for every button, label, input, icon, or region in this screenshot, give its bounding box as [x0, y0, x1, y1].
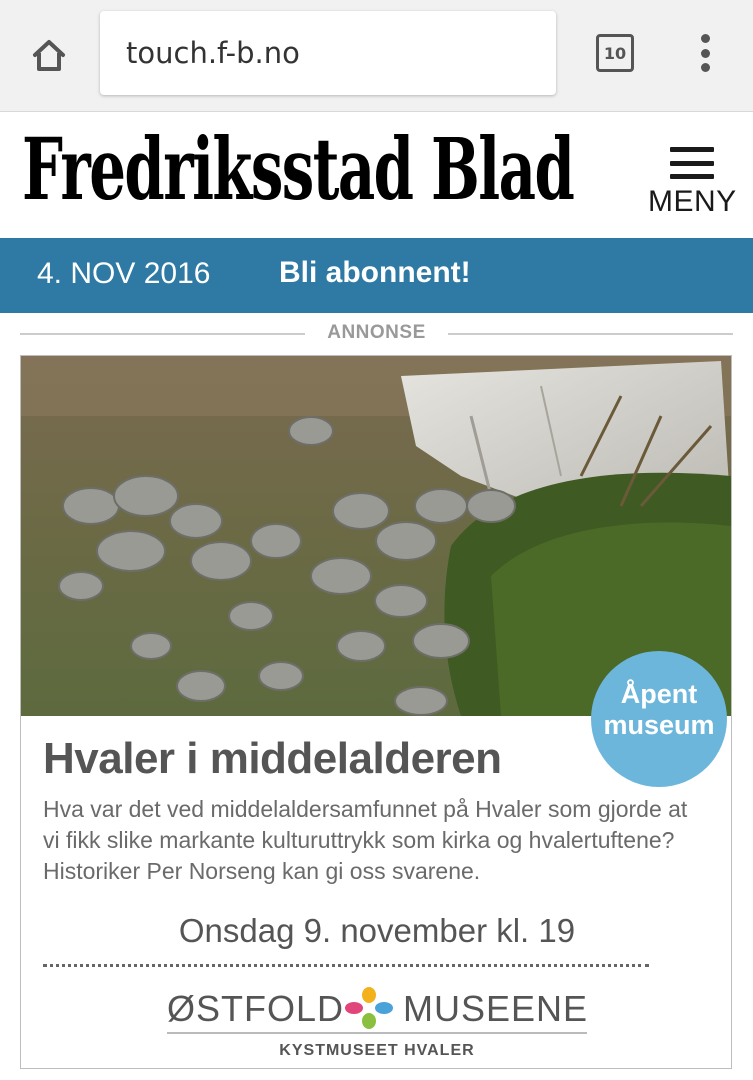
date-bar: [0, 238, 753, 313]
subscribe-link[interactable]: Bli abonnent!: [279, 256, 471, 289]
event-date: Onsdag 9. november kl. 19: [178, 912, 576, 949]
site-logo[interactable]: Fredriksstad Blad: [22, 121, 574, 220]
menu-label: MENY: [648, 185, 737, 218]
more-vert-icon[interactable]: [690, 30, 720, 76]
home-icon[interactable]: [22, 28, 76, 82]
org-subtitle: KYSTMUSEET HVALER: [279, 1042, 475, 1059]
divider-left: [20, 333, 305, 335]
site-header: [0, 113, 753, 238]
logo-underline: [167, 1032, 587, 1034]
tab-switcher-icon[interactable]: 10: [596, 34, 634, 72]
org-name-left: ØSTFOLD: [167, 988, 345, 1029]
org-name-right: MUSEENE: [403, 988, 589, 1029]
current-date: 4. NOV 2016: [37, 257, 211, 290]
badge-text: Åpent museum: [603, 679, 715, 740]
open-museum-badge: [591, 651, 727, 787]
ad-label: ANNONSE: [327, 322, 426, 343]
ad-description: Hva var det ved middelaldersamfunnet på Hvaler som gjorde at vi fikk slike markante kulturuttrykk som kirka og hvalertuftene? Historiker Per Norseng kan gi oss svarene.: [43, 796, 688, 884]
advertisement[interactable]: [20, 355, 732, 1069]
url-text: touch.f-b.no: [126, 36, 300, 70]
ostfold-museene-logo: [161, 984, 591, 1034]
menu-button[interactable]: [640, 141, 740, 221]
flower-logo-icon: [341, 986, 397, 1030]
divider-right: [448, 333, 733, 335]
hamburger-icon: [670, 147, 714, 179]
address-bar[interactable]: [100, 11, 556, 95]
browser-toolbar: [0, 0, 753, 112]
ad-title: Hvaler i middelalderen: [43, 734, 502, 783]
dotted-divider: [43, 964, 649, 967]
